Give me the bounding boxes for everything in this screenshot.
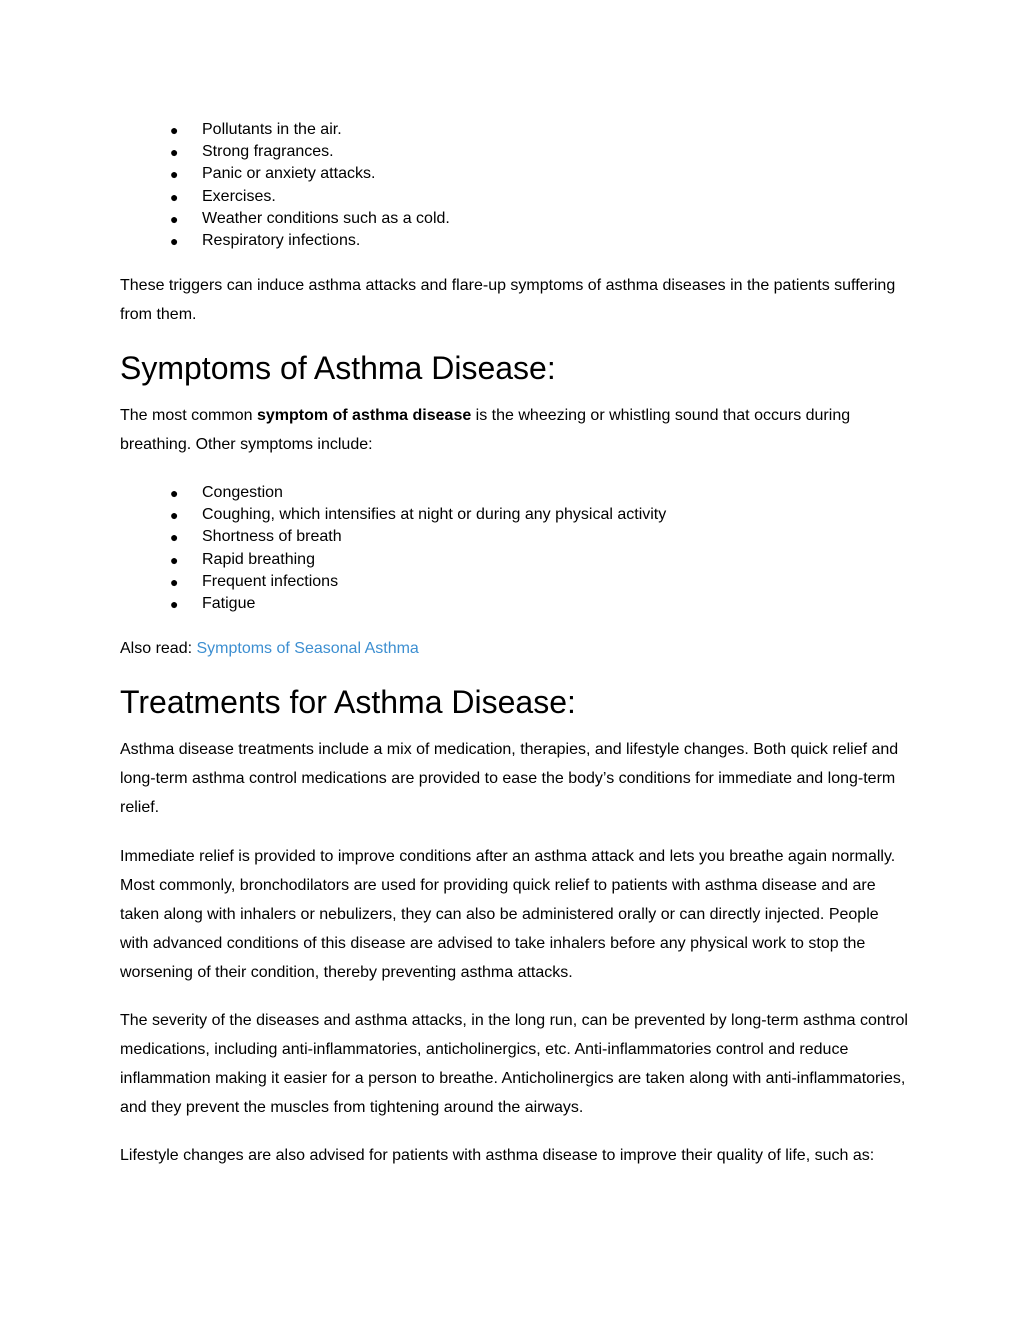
seasonal-asthma-link[interactable]: Symptoms of Seasonal Asthma (196, 640, 419, 657)
treatments-paragraph-4: Lifestyle changes are also advised for patients with asthma disease to improve their quality of life, such as: (120, 1147, 875, 1164)
bullet-icon: ● (170, 551, 179, 568)
bullet-icon: ● (170, 595, 179, 612)
list-item: ● Fatigue (120, 593, 910, 615)
list-item: ● Weather conditions such as a cold. (120, 208, 910, 230)
list-item: ● Congestion (120, 482, 910, 504)
list-item: ● Exercises. (120, 186, 910, 208)
bullet-icon: ● (170, 210, 179, 227)
symptoms-list (120, 482, 910, 615)
bullet-icon: ● (170, 232, 179, 249)
bold-phrase: symptom of asthma disease (256, 407, 472, 424)
bullet-icon: ● (170, 166, 179, 183)
treatments-paragraph-3: The severity of the diseases and asthma attacks, in the long run, can be prevented by long-term asthma control medications, including anti-inflammatories, anticholinergics, etc. Anti-inflammatories control and reduce inflammation making it easier for a person to breathe. Anticholinergics are taken along with anti-inflammatories, and they prevent the muscles from tightening around the airways. (120, 1012, 908, 1116)
bullet-icon: ● (170, 122, 179, 138)
list-item: ● Panic or anxiety attacks. (120, 163, 910, 185)
bullet-icon: ● (170, 144, 179, 161)
bullet-icon: ● (170, 485, 179, 501)
list-item: ● Respiratory infections. (120, 230, 910, 252)
bullet-icon: ● (170, 573, 179, 590)
treatments-paragraph-1: Asthma disease treatments include a mix of medication, therapies, and lifestyle changes. Both quick relief and long-term asthma control medications are provided to ease the body’s conditions for immediate and long-term relief. (120, 741, 899, 816)
list-item: ● Strong fragrances. (120, 141, 910, 163)
triggers-list (120, 119, 910, 252)
treatments-paragraph-2: Immediate relief is provided to improve conditions after an asthma attack and lets you breathe again normally. Most commonly, bronchodilators are used for providing quick relief to patients with asthma disease and are taken along with inhalers or nebulizers, they can also be administered orally or can directly injected. People with advanced conditions of this disease are advised to take inhalers before any physical work to stop the worsening of their condition, thereby preventing asthma attacks. (120, 848, 896, 981)
bullet-icon: ● (170, 188, 179, 205)
also-read-line: Also read: Symptoms of Seasonal Asthma (120, 640, 419, 657)
list-item: ● Coughing, which intensifies at night or during any physical activity (120, 504, 910, 526)
list-item: ● Frequent infections (120, 571, 910, 593)
treatments-heading: Treatments for Asthma Disease: (120, 684, 576, 720)
list-item: ● Rapid breathing (120, 549, 910, 571)
list-item: ● Shortness of breath (120, 526, 910, 548)
bullet-icon: ● (170, 507, 179, 524)
list-item: ● Pollutants in the air. (120, 119, 910, 141)
bullet-icon: ● (170, 529, 179, 546)
symptoms-heading: Symptoms of Asthma Disease: (120, 350, 556, 386)
symptoms-intro: The most common symptom of asthma disease is the wheezing or whistling sound that occurs during breathing. Other symptoms include: (120, 407, 851, 453)
triggers-paragraph: These triggers can induce asthma attacks and flare-up symptoms of asthma diseases in the patients suffering from them. (120, 277, 896, 323)
